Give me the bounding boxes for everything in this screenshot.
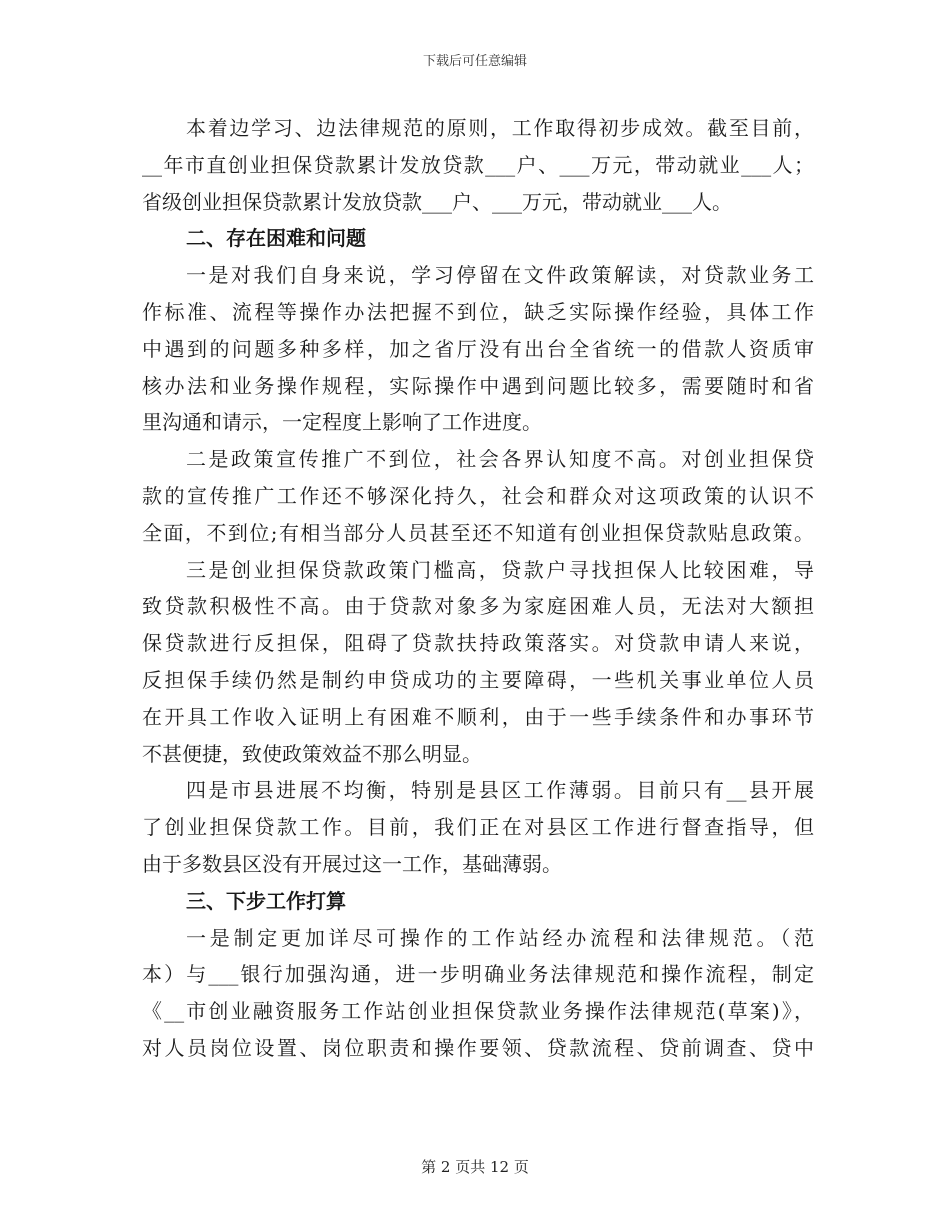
paragraph-line: 一是对我们自身来说，学习停留在文件政策解读，对贷款业务工 xyxy=(186,263,814,288)
document-body xyxy=(142,110,814,1067)
paragraph-line: 本）与___银行加强沟通，进一步明确业务法律规范和操作流程，制定 xyxy=(142,962,814,987)
paragraph-line: 款的宣传推广工作还不够深化持久，社会和群众对这项政策的认识不 xyxy=(142,483,814,508)
paragraph-line: 省级创业担保贷款累计发放贷款___户、___万元，带动就业___人。 xyxy=(142,189,732,214)
paragraph-line: 本着边学习、边法律规范的原则，工作取得初步成效。截至目前， xyxy=(186,116,814,140)
paragraph-line: 《__市创业融资服务工作站创业担保贷款业务操作法律规范(草案)》， xyxy=(142,999,814,1024)
paragraph-line: 二是政策宣传推广不到位，社会各界认知度不高。对创业担保贷 xyxy=(186,447,814,472)
paragraph-line: 四是市县进展不均衡，特别是县区工作薄弱。目前只有__县开展 xyxy=(186,778,814,803)
paragraph-line: 作标准、流程等操作办法把握不到位，缺乏实际操作经验，具体工作 xyxy=(142,299,814,324)
paragraph-line: 核办法和业务操作规程，实际操作中遇到问题比较多，需要随时和省 xyxy=(142,373,814,398)
paragraph-line: 了创业担保贷款工作。目前，我们正在对县区工作进行督查指导，但 xyxy=(142,815,814,840)
page-footer: 第 2 页共 12 页 xyxy=(421,1158,529,1176)
paragraph-line: 中遇到的问题多种多样，加之省厅没有出台全省统一的借款人资质审 xyxy=(142,336,814,361)
section-heading: 二、存在困难和问题 xyxy=(186,226,366,251)
paragraph-line: 一是制定更加详尽可操作的工作站经办流程和法律规范。（范 xyxy=(186,925,814,950)
paragraph-line: 对人员岗位设置、岗位职责和操作要领、贷款流程、贷前调查、贷中 xyxy=(142,1035,814,1060)
paragraph-line: 不甚便捷，致使政策效益不那么明显。 xyxy=(142,741,482,766)
page-header: 下载后可任意编辑 xyxy=(422,54,527,69)
paragraph-line: 由于多数县区没有开展过这一工作，基础薄弱。 xyxy=(142,851,562,876)
section-heading: 三、下步工作打算 xyxy=(186,888,346,913)
paragraph-line: 致贷款积极性不高。由于贷款对象多为家庭困难人员，无法对大额担 xyxy=(142,594,814,619)
paragraph-line: 在开具工作收入证明上有困难不顺利，由于一些手续条件和办事环节 xyxy=(142,704,814,729)
paragraph-line: 保贷款进行反担保，阻碍了贷款扶持政策落实。对贷款申请人来说， xyxy=(142,631,814,656)
paragraph-line: 三是创业担保贷款政策门槛高，贷款户寻找担保人比较困难，导 xyxy=(186,557,814,582)
paragraph-line: 里沟通和请示，一定程度上影响了工作进度。 xyxy=(142,410,542,435)
paragraph-line: __年市直创业担保贷款累计发放贷款___户、___万元，带动就业___人； xyxy=(142,152,814,177)
paragraph-line: 全面，不到位;有相当部分人员甚至还不知道有创业担保贷款贴息政策。 xyxy=(142,520,814,545)
paragraph-line: 反担保手续仍然是制约申贷成功的主要障碍，一些机关事业单位人员 xyxy=(142,667,814,692)
